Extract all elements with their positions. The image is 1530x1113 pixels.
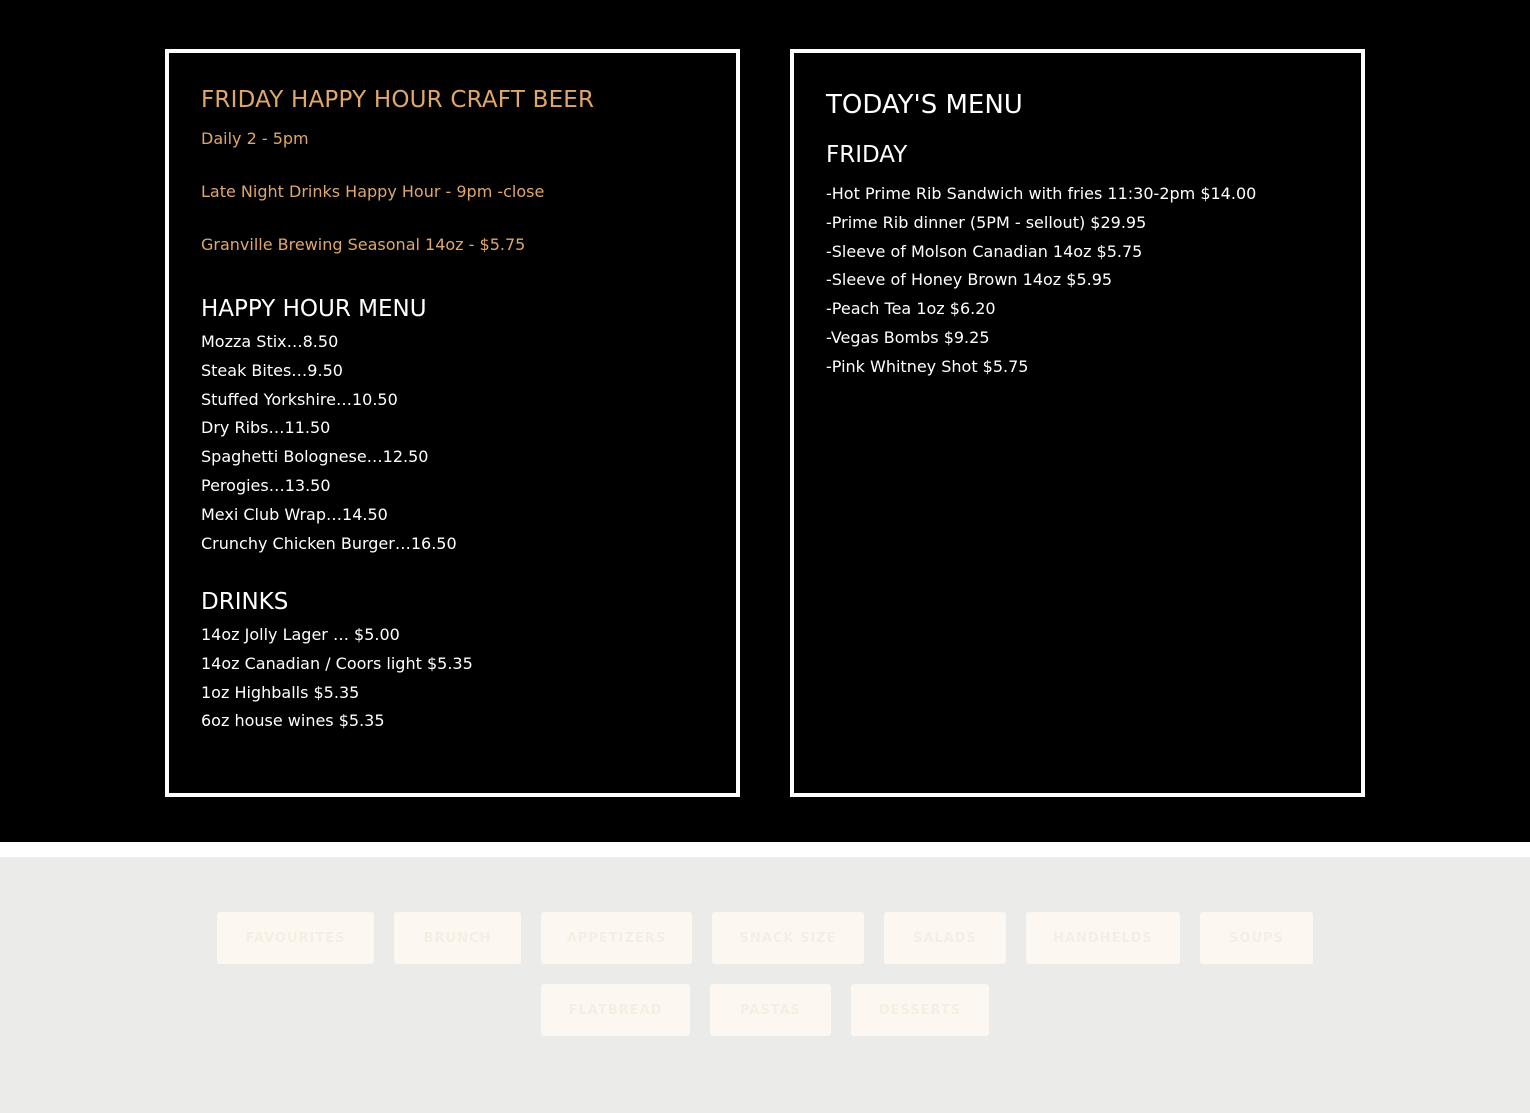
happy-hour-card: [165, 49, 740, 797]
todays-menu-card: [790, 49, 1365, 797]
list-item: -Sleeve of Honey Brown 14oz $5.95: [826, 270, 1113, 290]
category-button-desserts[interactable]: DESSERTS: [851, 984, 989, 1036]
happy-hour-menu-title: HAPPY HOUR MENU: [201, 296, 427, 322]
category-button-flatbread[interactable]: FLATBREAD: [541, 984, 690, 1036]
section-divider: [0, 842, 1530, 857]
drinks-list: [201, 621, 473, 736]
list-item: Dry Ribs…11.50: [201, 418, 331, 438]
list-item: -Pink Whitney Shot $5.75: [826, 356, 1029, 376]
day-title: FRIDAY: [826, 142, 908, 168]
category-button-pastas[interactable]: PASTAS: [710, 984, 831, 1036]
category-button-favourites[interactable]: FAVOURITES: [217, 912, 374, 964]
category-button-brunch[interactable]: BRUNCH: [394, 912, 521, 964]
category-button-salads[interactable]: SALADS: [884, 912, 1006, 964]
list-item: Mozza Stix…8.50: [201, 332, 339, 351]
category-button-handhelds[interactable]: HANDHELDS: [1026, 912, 1180, 964]
list-item: -Sleeve of Molson Canadian 14oz $5.75: [826, 241, 1143, 261]
list-item: 14oz Jolly Lager … $5.00: [201, 625, 400, 644]
list-item: Crunchy Chicken Burger…16.50: [201, 533, 457, 553]
category-button-soups[interactable]: SOUPS: [1200, 912, 1313, 964]
todays-menu-list: [826, 180, 1256, 382]
category-button-appetizers[interactable]: APPETIZERS: [541, 912, 692, 964]
list-item: -Prime Rib dinner (5PM - sellout) $29.95: [826, 212, 1147, 232]
list-item: 14oz Canadian / Coors light $5.35: [201, 653, 473, 673]
drinks-title: DRINKS: [201, 589, 289, 615]
list-item: Mexi Club Wrap…14.50: [201, 504, 388, 524]
list-item: -Hot Prime Rib Sandwich with fries 11:30-2pm $14.00: [826, 184, 1257, 203]
list-item: Steak Bites…9.50: [201, 360, 343, 380]
list-item: -Peach Tea 1oz $6.20: [826, 299, 996, 319]
list-item: 6oz house wines $5.35: [201, 711, 385, 731]
list-item: Stuffed Yorkshire…10.50: [201, 389, 398, 409]
list-item: Perogies…13.50: [201, 475, 331, 495]
list-item: 1oz Highballs $5.35: [201, 682, 360, 702]
happy-hour-menu-list: [201, 328, 457, 558]
happy-hour-line: Granville Brewing Seasonal 14oz - $5.75: [201, 235, 526, 254]
happy-hour-title: FRIDAY HAPPY HOUR CRAFT BEER: [201, 87, 595, 113]
list-item: -Vegas Bombs $9.25: [826, 327, 990, 347]
todays-menu-title: TODAY'S MENU: [826, 90, 1023, 120]
happy-hour-line: Daily 2 - 5pm: [201, 129, 309, 148]
category-button-snack-size[interactable]: SNACK SIZE: [712, 912, 864, 964]
happy-hour-line: Late Night Drinks Happy Hour - 9pm -close: [201, 182, 545, 201]
list-item: Spaghetti Bolognese…12.50: [201, 447, 429, 467]
